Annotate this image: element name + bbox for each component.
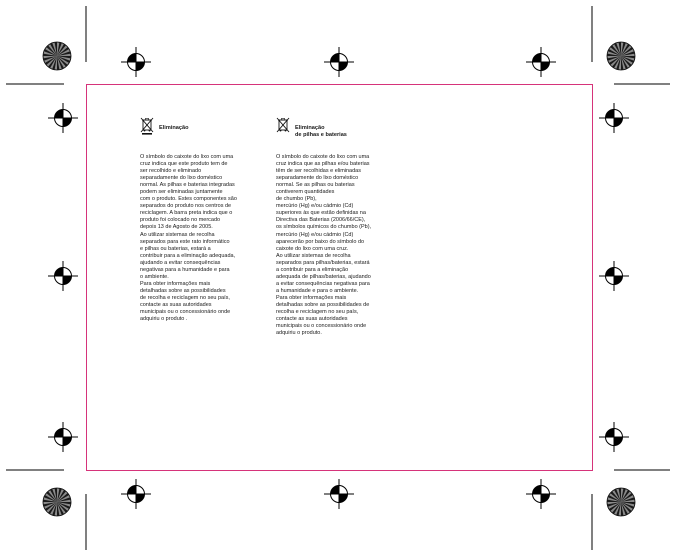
body-line: de recolha e reciclagem no seu país, — [140, 294, 230, 301]
section-title-line: de pilhas e baterias — [295, 132, 347, 139]
body-line: o ambiente. — [140, 273, 169, 280]
body-line: os símbolos químicos do chumbo (Pb), — [276, 224, 372, 231]
body-line: adequada de pilhas/baterias, ajudando — [276, 273, 371, 280]
body-line: contacte as suas autoridades — [140, 301, 212, 308]
body-line: contiverem quantidades — [276, 189, 335, 196]
body-line: adquiriu o produto . — [140, 316, 188, 323]
body-line: superiores às que estão definidas na — [276, 210, 366, 217]
body-line: mercúrio (Hg) e/ou cádmio (Cd) — [276, 231, 354, 238]
body-line: Para obter informações mais — [140, 280, 211, 287]
body-line: separados para este rato informático — [140, 238, 230, 245]
column-battery-disposal — [276, 117, 402, 337]
section-title-line: Eliminação — [159, 125, 189, 131]
body-line: têm de ser recolhidas e eliminadas — [276, 168, 361, 175]
body-line: Ao utilizar sistemas de recolha — [276, 252, 351, 259]
star-target-bottom-right — [607, 488, 635, 516]
body-line: Para obter informações mais — [276, 294, 347, 301]
body-line: separadamente do lixo doméstico — [140, 175, 223, 182]
body-line: Directiva das Baterias (2006/66/CE), — [276, 217, 366, 224]
body-line: ser recolhido e eliminado — [140, 168, 202, 175]
body-line: podem ser eliminadas juntamente — [140, 189, 223, 196]
section-title-line: Eliminação — [295, 125, 325, 131]
column-header — [140, 117, 266, 153]
section-title — [159, 125, 189, 132]
body-line: negativas para a humanidade e para — [140, 266, 230, 273]
body-line: cruz indica que este produto tem de — [140, 161, 228, 168]
section-body — [276, 154, 402, 337]
body-line: cruz indica que as pilhas e/ou baterias — [276, 161, 370, 168]
body-line: contribuir para a eliminação adequada, — [140, 252, 236, 259]
body-line: adquiriu o produto. — [276, 330, 322, 337]
body-line: O símbolo do caixote do lixo com uma — [276, 154, 370, 160]
star-target-top-left — [43, 42, 71, 70]
star-target-bottom-left — [43, 488, 71, 516]
body-line: recolha e reciclagem no seu país, — [276, 309, 359, 316]
body-line: aparecerão por baixo do símbolo do — [276, 238, 365, 245]
body-line: municipais ou o concessionário onde — [140, 309, 231, 316]
body-line: mercúrio (Hg) e/ou cádmio (Cd) — [276, 203, 354, 210]
body-line: produto foi colocado no mercado — [140, 217, 221, 224]
body-line: separadamente do lixo doméstico — [276, 175, 359, 182]
body-line: ajudando a evitar consequências — [140, 259, 221, 266]
body-line: normal. As pilhas e baterias integradas — [140, 182, 235, 189]
body-line: O símbolo do caixote do lixo com uma — [140, 154, 234, 160]
body-line: a evitar consequências negativas para — [276, 280, 370, 287]
body-line: a humanidade e para o ambiente. — [276, 287, 359, 294]
body-line: a contribuir para a eliminação — [276, 266, 349, 273]
crossed-out-bin-icon — [140, 117, 154, 135]
body-line: caixote do lixo com uma cruz. — [276, 245, 349, 252]
section-title — [295, 125, 347, 139]
body-line: de chumbo (Pb), — [276, 196, 317, 203]
column-header — [276, 117, 402, 153]
crossed-out-bin-icon — [276, 117, 290, 135]
body-line: normal. Se as pilhas ou baterias — [276, 182, 355, 189]
star-target-top-right — [607, 42, 635, 70]
body-line: separados para pilhas/baterias, estará — [276, 259, 370, 266]
body-line: reciclagem. A barra preta indica que o — [140, 210, 233, 217]
body-line: e pilhas ou baterias, estará a — [140, 245, 211, 252]
section-body — [140, 154, 266, 323]
body-line: separados do produto nos centros de — [140, 203, 232, 210]
body-line: com o produto. Estes componentes são — [140, 196, 237, 203]
body-line: municipais ou o concessionário onde — [276, 323, 367, 330]
body-line: Ao utilizar sistemas de recolha — [140, 231, 215, 238]
body-line: detalhadas sobre as possibilidades de — [276, 301, 370, 308]
column-disposal — [140, 117, 266, 323]
body-line: depois 13 de Agosto de 2005. — [140, 224, 213, 231]
body-line: detalhadas sobre as possibilidades — [140, 287, 226, 294]
body-line: contacte as suas autoridades — [276, 316, 348, 323]
